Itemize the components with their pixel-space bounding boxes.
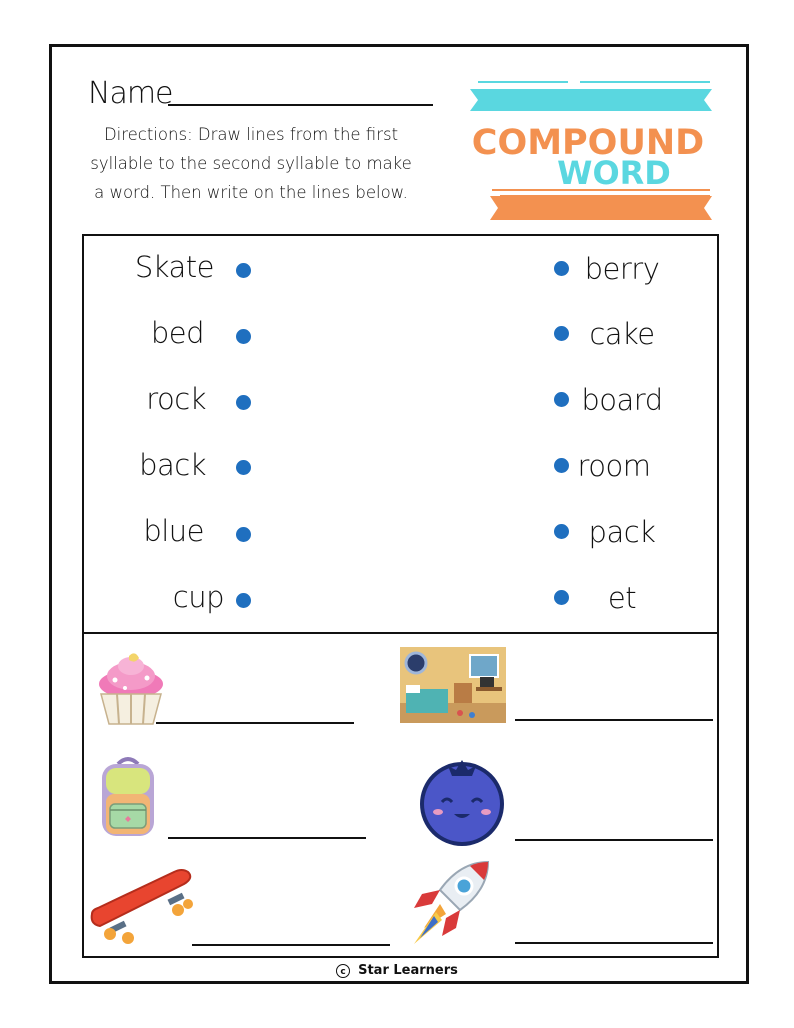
- answer-line-rocket[interactable]: [515, 942, 713, 944]
- left-dot[interactable]: [236, 263, 251, 278]
- right-dot[interactable]: [554, 590, 569, 605]
- rocket-picture: [400, 856, 496, 952]
- left-dot[interactable]: [236, 593, 251, 608]
- left-dot[interactable]: [236, 527, 251, 542]
- skateboard-picture: [88, 868, 198, 948]
- answer-line-blueberry[interactable]: [515, 839, 713, 841]
- logo-compound-text: COMPOUND: [471, 123, 705, 163]
- right-syllable-board: board: [581, 383, 663, 417]
- right-syllable-room: room: [577, 449, 651, 483]
- cupcake-picture: [95, 652, 167, 728]
- compound-word-logo: [460, 78, 716, 224]
- right-dot[interactable]: [554, 392, 569, 407]
- left-syllable-cup: cup: [172, 580, 224, 614]
- left-syllable-rock: rock: [146, 382, 206, 416]
- name-input-line[interactable]: [168, 104, 433, 106]
- logo-word-text: WORD: [557, 154, 671, 192]
- right-syllable-pack: pack: [588, 515, 656, 549]
- name-label: Name: [88, 76, 173, 111]
- left-dot[interactable]: [236, 460, 251, 475]
- directions-text: Directions: Draw lines from the first syllable to the second syllable to make a word. Then write on the lines below.: [90, 125, 412, 202]
- right-syllable-cake: cake: [589, 317, 655, 351]
- left-syllable-back: back: [139, 448, 206, 482]
- answer-line-backpack[interactable]: [168, 837, 366, 839]
- backpack-picture: [96, 754, 160, 840]
- bedroom-picture: [400, 647, 506, 723]
- answer-line-skateboard[interactable]: [192, 944, 390, 946]
- left-dot[interactable]: [236, 395, 251, 410]
- left-syllable-skate: Skate: [134, 250, 214, 284]
- copyright-icon: c: [336, 964, 350, 978]
- right-syllable-berry: berry: [584, 252, 660, 286]
- answer-line-cupcake[interactable]: [156, 722, 354, 724]
- left-dot[interactable]: [236, 329, 251, 344]
- right-dot[interactable]: [554, 326, 569, 341]
- matching-section: [82, 234, 719, 634]
- right-syllable-et: et: [607, 581, 637, 615]
- right-dot[interactable]: [554, 524, 569, 539]
- footer-text: Star Learners: [358, 963, 458, 978]
- right-dot[interactable]: [554, 261, 569, 276]
- left-syllable-blue: blue: [143, 514, 204, 548]
- left-syllable-bed: bed: [150, 316, 204, 350]
- footer: [0, 963, 794, 978]
- blueberry-picture: [416, 754, 508, 846]
- answer-line-bedroom[interactable]: [515, 719, 713, 721]
